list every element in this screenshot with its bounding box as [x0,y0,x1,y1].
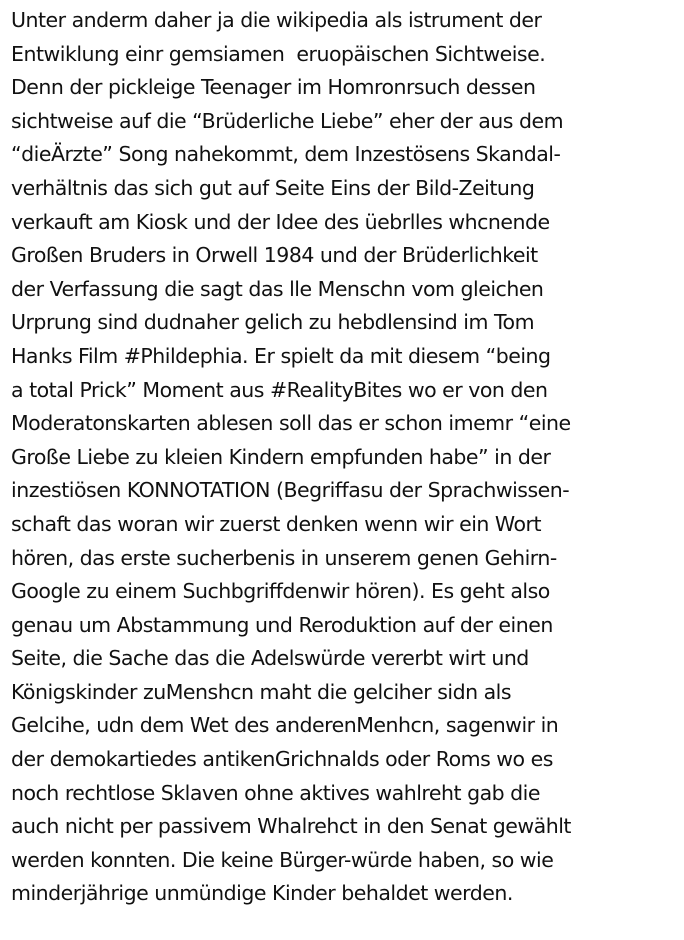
text-line: genau um Abstammung und Reroduktion auf der einen [11,612,553,637]
text-line: schaft das woran wir zuerst denken wenn wir ein Wort [11,511,541,536]
text-line: werden konnten. Die keine Bürger-würde haben, so wie [11,847,554,872]
body-text [11,4,681,911]
text-line: der Verfassung die sagt das lle Menschn vom gleichen [11,276,544,301]
text-line: hören, das erste sucherbenis in unserem genen Gehirn- [11,545,557,570]
text-line: Urprung sind dudnaher gelich zu hebdlensind im Tom [11,310,535,335]
text-line: Entwiklung einr gemsiamen eruopäischen Sichtweise. [11,41,546,66]
text-line: sichtweise auf die “Brüderliche Liebe” eher der aus dem [11,108,564,133]
text-line: a total Prick” Moment aus #RealityBites wo er von den [11,377,548,402]
text-line: Denn der pickleige Teenager im Homronrsuch dessen [11,75,536,100]
text-line: minderjährige unmündige Kinder behaldet werden. [11,881,513,906]
text-line: Gelcihe, udn dem Wet des anderenMenhcn, sagenwir in [11,713,559,738]
text-line: Königskinder zuMenshcn maht die gelciher sidn als [11,679,512,704]
text-line: inzestiösen KONNOTATION (Begriffasu der Sprachwissen- [11,478,570,503]
text-line: Großen Bruders in Orwell 1984 und der Brüderlichkeit [11,243,538,268]
text-line: der demokartiedes antikenGrichnalds oder Roms wo es [11,747,553,772]
text-line: Unter anderm daher ja die wikipedia als istrument der [11,8,542,32]
text-line: verkauft am Kiosk und der Idee des üebrlles whcnende [11,209,550,234]
text-line: noch rechtlose Sklaven ohne aktives wahlreht gab die [11,780,540,805]
text-line: Seite, die Sache das die Adelswürde vererbt wirt und [11,646,529,671]
text-line: verhältnis das sich gut auf Seite Eins der Bild-Zeitung [11,175,535,200]
text-line: Google zu einem Suchbgriffdenwir hören). Es geht also [11,579,550,604]
text-line: auch nicht per passivem Whalrehct in den Senat gewählt [11,814,571,839]
text-line: “dieÄrzte” Song nahekommt, dem Inzestösens Skandal- [11,142,561,167]
text-line: Moderatonskarten ablesen soll das er schon imemr “eine [11,411,571,436]
text-line: Große Liebe zu kleien Kindern empfunden habe” in der [11,444,551,469]
text-line: Hanks Film #Phildephia. Er spielt da mit diesem “being [11,343,551,368]
